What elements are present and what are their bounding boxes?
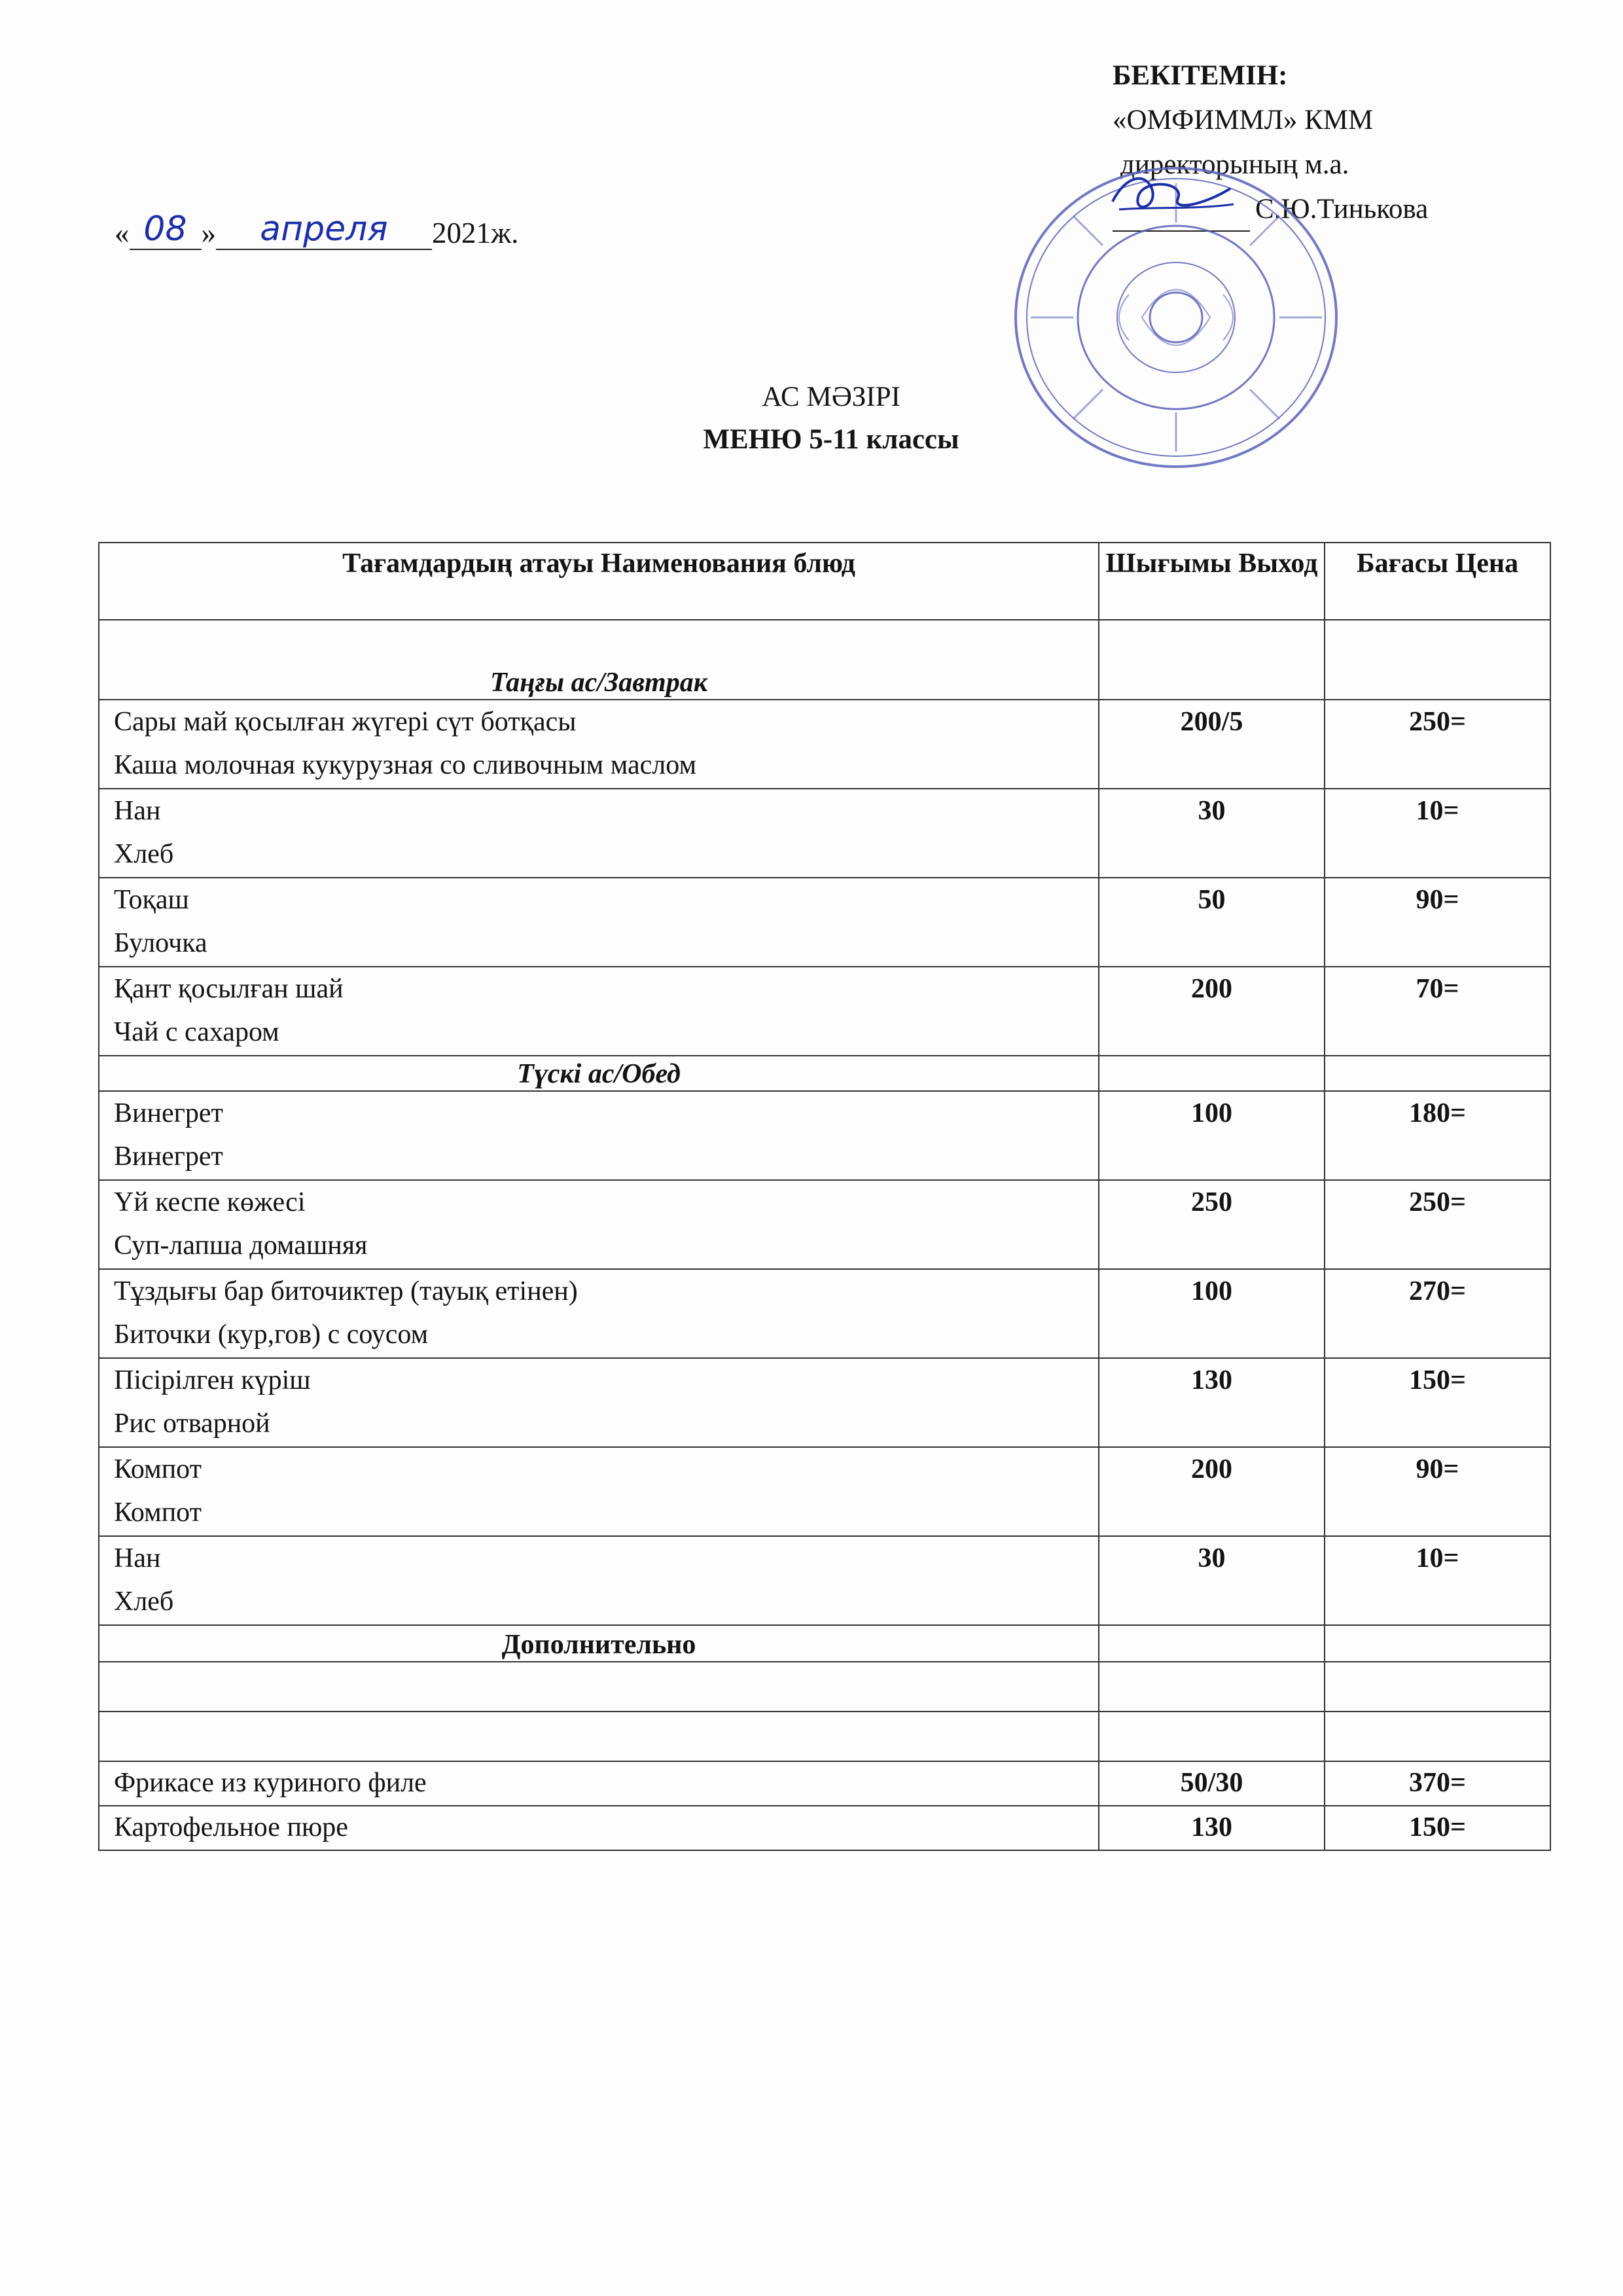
dish-price: 250= — [1325, 700, 1550, 789]
table-row — [99, 1091, 1550, 1180]
empty-row — [99, 1712, 1550, 1761]
dish-name-kz: Пісірілген күріш — [114, 1365, 311, 1395]
dish-name-kz: Тұздығы бар биточиктер (тауық етінен) — [114, 1276, 578, 1306]
dish-yield: 130 — [1099, 1358, 1325, 1447]
dish-name-ru: Чай с сахаром — [114, 1017, 279, 1047]
dish-name-kz: Нан — [114, 796, 161, 826]
dish-name-ru: Хлеб — [114, 1587, 174, 1617]
dish-name-kz: Нан — [114, 1543, 161, 1573]
menu-table — [98, 542, 1551, 1851]
table-row — [99, 878, 1550, 967]
approval-organization: «ОМФИММЛ» КММ — [1113, 105, 1374, 135]
dish-yield: 200 — [1099, 967, 1325, 1056]
dish-price: 150= — [1325, 1806, 1550, 1850]
dish-yield: 250 — [1099, 1180, 1325, 1269]
table-row — [99, 1447, 1550, 1536]
dish-name-ru: Рис отварной — [114, 1408, 270, 1439]
approval-position: директорының м.а. — [1120, 149, 1349, 180]
date-year: 2021ж. — [432, 217, 519, 249]
section-breakfast — [99, 620, 1550, 700]
menu-title-kz: АС МӘЗІРІ — [762, 382, 901, 412]
date-day: 08 — [130, 209, 202, 250]
header-price: Бағасы Цена — [1325, 543, 1550, 620]
dish-price: 180= — [1325, 1091, 1550, 1180]
dish-yield: 100 — [1099, 1269, 1325, 1358]
dish-price: 10= — [1325, 789, 1550, 878]
dish-yield: 30 — [1099, 789, 1325, 878]
table-row — [99, 1358, 1550, 1447]
date-open-quote: « — [115, 217, 130, 249]
header-yield: Шығымы Выход — [1099, 543, 1325, 620]
dish-name-ru: Винегрет — [114, 1141, 223, 1172]
empty-row — [99, 1662, 1550, 1712]
dish-yield: 50/30 — [1099, 1761, 1325, 1806]
dish-name-kz: Винегрет — [114, 1098, 223, 1128]
date-close-quote: » — [201, 217, 216, 249]
dish-price: 90= — [1325, 878, 1550, 967]
approval-heading: БЕКІТЕМІН: — [1113, 60, 1288, 91]
section-extra — [99, 1625, 1550, 1662]
section-label: Дополнительно — [99, 1625, 1099, 1662]
dish-price: 90= — [1325, 1447, 1550, 1536]
table-row — [99, 967, 1550, 1056]
dish-name: Фрикасе из куриного филе — [99, 1761, 1099, 1806]
dish-price: 150= — [1325, 1358, 1550, 1447]
dish-name-ru: Булочка — [114, 928, 207, 958]
dish-name: Картофельное пюре — [99, 1806, 1099, 1850]
dish-name-ru: Хлеб — [114, 839, 174, 869]
dish-price: 10= — [1325, 1536, 1550, 1625]
dish-name-kz: Сары май қосылған жүгері сүт ботқасы — [114, 707, 577, 737]
section-label: Таңғы ас/Завтрак — [99, 620, 1099, 700]
table-header-row — [99, 543, 1550, 620]
table-row — [99, 1536, 1550, 1625]
dish-price: 270= — [1325, 1269, 1550, 1358]
menu-title-ru: МЕНЮ 5-11 классы — [703, 424, 959, 455]
table-row — [99, 1761, 1550, 1806]
dish-name-ru: Компот — [114, 1498, 202, 1528]
section-label: Түскі ас/Обед — [99, 1056, 1099, 1091]
dish-price: 250= — [1325, 1180, 1550, 1269]
dish-name-kz: Үй кеспе көжесі — [114, 1187, 306, 1217]
header-dish-name: Тағамдардың атауы Наименования блюд — [99, 543, 1099, 620]
dish-yield: 130 — [1099, 1806, 1325, 1850]
dish-name-kz: Қант қосылған шай — [114, 974, 344, 1004]
dish-name-kz: Компот — [114, 1454, 202, 1484]
dish-yield: 30 — [1099, 1536, 1325, 1625]
dish-yield: 100 — [1099, 1091, 1325, 1180]
dish-name-ru: Суп-лапша домашняя — [114, 1230, 368, 1261]
dish-name-kz: Тоқаш — [114, 885, 189, 915]
dish-yield: 200/5 — [1099, 700, 1325, 789]
table-row — [99, 789, 1550, 878]
dish-price: 70= — [1325, 967, 1550, 1056]
signature-mark — [1106, 162, 1237, 228]
dish-yield: 50 — [1099, 878, 1325, 967]
table-row — [99, 1806, 1550, 1850]
section-lunch — [99, 1056, 1550, 1091]
table-row — [99, 700, 1550, 789]
dish-name-ru: Каша молочная кукурузная со сливочным маслом — [114, 750, 697, 780]
table-row — [99, 1180, 1550, 1269]
table-row — [99, 1269, 1550, 1358]
dish-price: 370= — [1325, 1761, 1550, 1806]
dish-name-ru: Биточки (кур,гов) с соусом — [114, 1319, 429, 1350]
dish-yield: 200 — [1099, 1447, 1325, 1536]
date-month: апреля — [216, 209, 432, 250]
approval-signer: С.Ю.Тинькова — [1255, 194, 1429, 224]
document-date — [115, 209, 518, 250]
